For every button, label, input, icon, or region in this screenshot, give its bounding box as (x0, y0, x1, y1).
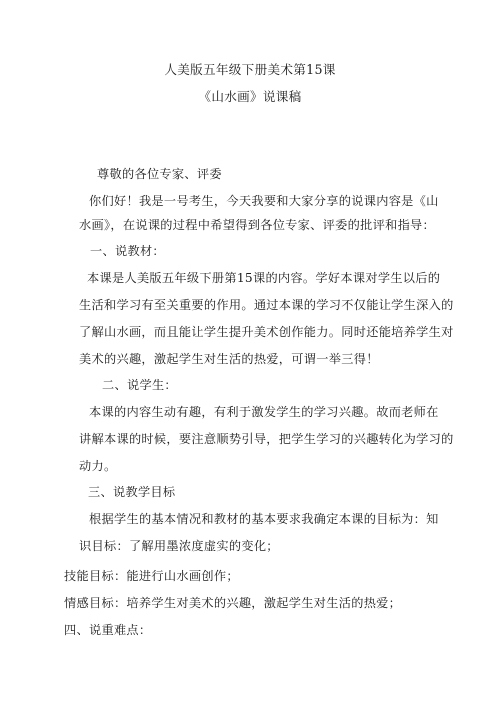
paragraph-line: 识目标：了解用墨浓度虚实的变化； (79, 539, 279, 553)
paragraph-line: 动力。 (79, 459, 117, 473)
section-heading-goals: 三、说教学目标 (88, 485, 176, 499)
paragraph-line: 美术的兴趣，激起学生对生活的热爱，可谓一举三得！ (79, 352, 379, 366)
emotion-goal-line: 情感目标：培养学生对美术的兴趣，激起学生对生活的热爱； (64, 596, 402, 610)
paragraph-line: 生活和学习有至关重要的作用。通过本课的学习不仅能让学生深入的 (79, 298, 454, 312)
salutation: 尊敬的各位专家、评委 (97, 167, 222, 181)
section-heading-key-points: 四、说重难点： (64, 623, 152, 637)
skill-goal-line: 技能目标：能进行山水画创作； (64, 569, 239, 583)
document-subtitle: 《山水画》说课稿 (198, 89, 302, 104)
paragraph-line: 根据学生的基本情况和教材的基本要求我确定本课的目标为：知 (89, 512, 439, 526)
paragraph-line: 本课的内容生动有趣，有利于激发学生的学习兴趣。故而老师在 (89, 405, 439, 419)
paragraph-line: 了解山水画，而且能让学生提升美术创作能力。同时还能培养学生对 (79, 325, 454, 339)
intro-line: 你们好！我是一号考生，今天我要和大家分享的说课内容是《山 (89, 194, 439, 208)
section-heading-students: 二、说学生： (102, 378, 177, 392)
intro-line: 水画》，在说课的过程中希望得到各位专家、评委的批评和指导： (79, 218, 436, 232)
document-title: 人美版五年级下册美术第15课 (164, 62, 336, 77)
paragraph-line: 讲解本课的时候，要注意顺势引导，把学生学习的兴趣转化为学习的 (79, 432, 454, 446)
paragraph-line: 本课是人美版五年级下册第15课的内容。学好本课对学生以后的 (87, 271, 441, 285)
section-heading-textbook: 一、说教材： (90, 244, 165, 258)
